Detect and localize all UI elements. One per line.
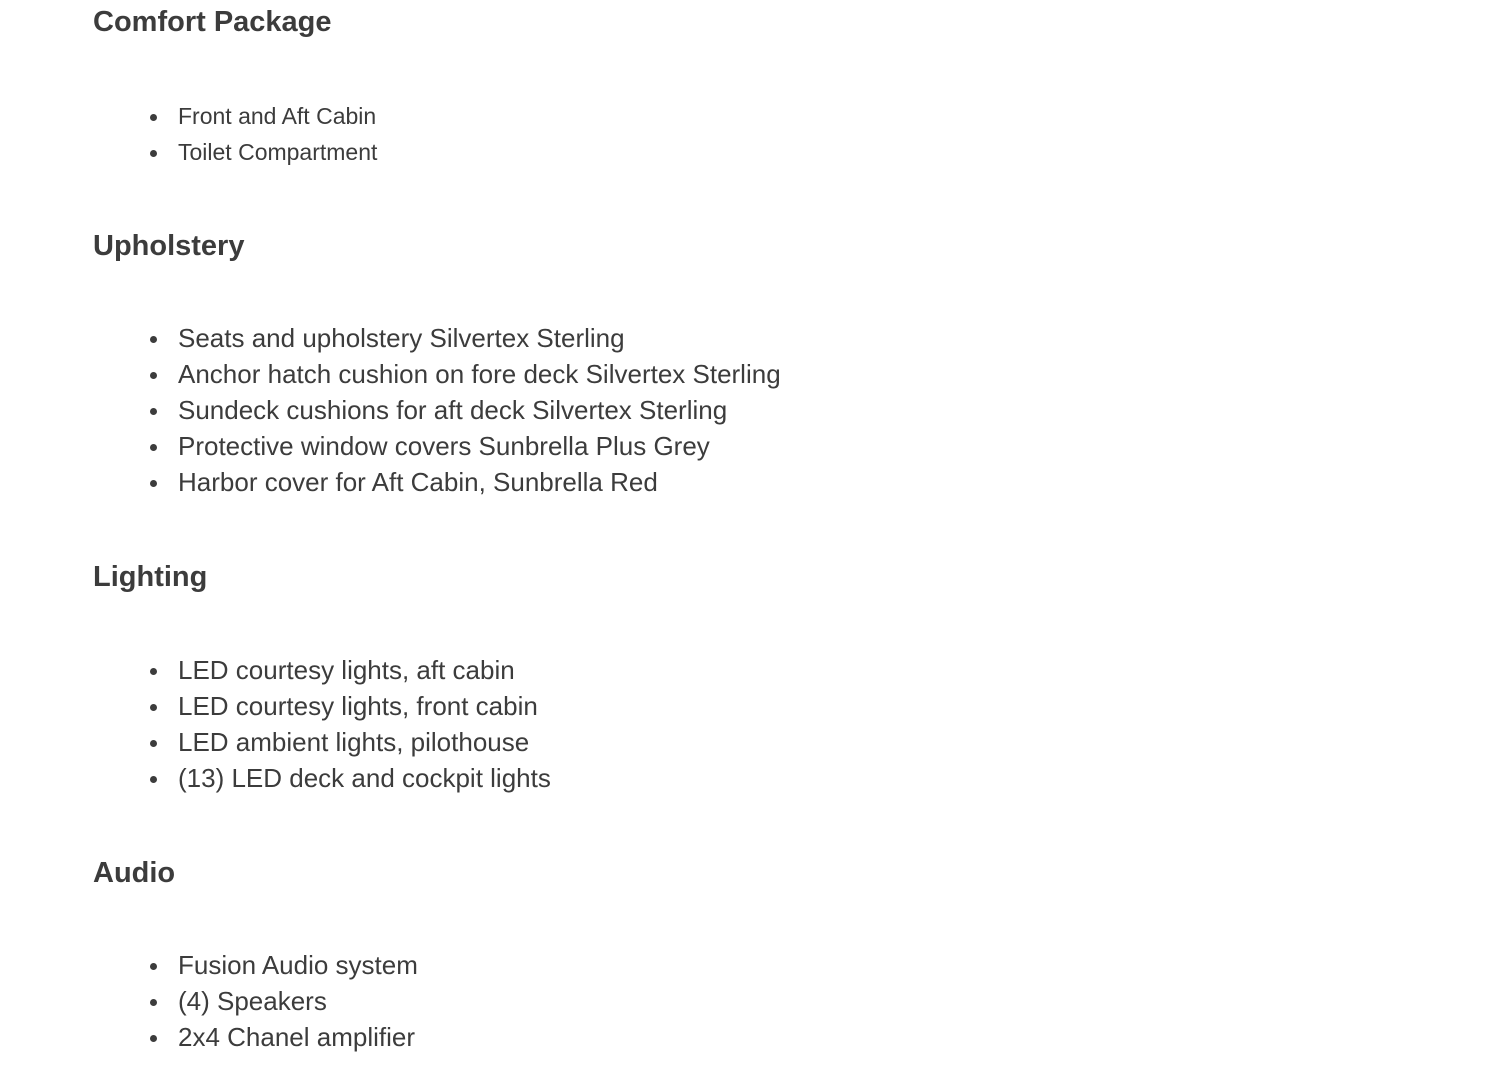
list-item — [93, 428, 781, 464]
item-list — [93, 947, 418, 1055]
list-item — [93, 320, 781, 356]
list-item — [93, 724, 551, 760]
list-item-text: Toilet Compartment — [178, 139, 378, 165]
list-item-text: Fusion Audio system — [178, 950, 418, 980]
section-title: Lighting — [93, 561, 208, 593]
bullet-icon — [150, 963, 157, 970]
list-item-text: Front and Aft Cabin — [178, 103, 377, 129]
bullet-icon — [150, 336, 157, 343]
bullet-icon — [150, 704, 157, 711]
list-item — [93, 760, 551, 796]
section-upholstery — [93, 224, 1473, 497]
section-lighting — [93, 555, 1473, 793]
list-item — [93, 356, 781, 392]
list-item-text: (13) LED deck and cockpit lights — [178, 763, 551, 793]
section-title: Upholstery — [93, 230, 245, 262]
section-audio — [93, 851, 1473, 1052]
list-item-text: LED courtesy lights, front cabin — [178, 691, 538, 721]
bullet-icon — [150, 668, 157, 675]
bullet-icon — [150, 372, 157, 379]
bullet-icon — [150, 480, 157, 487]
list-item — [93, 134, 377, 170]
list-item — [93, 688, 551, 724]
bullet-icon — [150, 150, 157, 157]
list-item-text: 2x4 Chanel amplifier — [178, 1022, 416, 1052]
list-item — [93, 392, 781, 428]
bullet-icon — [150, 114, 157, 121]
bullet-icon — [150, 1035, 157, 1042]
section-comfort-package — [93, 0, 1473, 165]
bullet-icon — [150, 999, 157, 1006]
list-item-text: (4) Speakers — [178, 986, 327, 1016]
section-title: Comfort Package — [93, 6, 332, 38]
list-item — [93, 947, 418, 983]
list-item — [93, 1019, 418, 1055]
list-item-text: Anchor hatch cushion on fore deck Silvertex Sterling — [178, 359, 781, 389]
list-item — [93, 652, 551, 688]
item-list — [93, 98, 377, 170]
list-item — [93, 98, 377, 134]
list-item-text: Protective window covers Sunbrella Plus Grey — [178, 431, 710, 461]
list-item-text: LED ambient lights, pilothouse — [178, 727, 530, 757]
list-item — [93, 983, 418, 1019]
list-item-text: Seats and upholstery Silvertex Sterling — [178, 323, 625, 353]
list-item-text: Sundeck cushions for aft deck Silvertex Sterling — [178, 395, 728, 425]
bullet-icon — [150, 740, 157, 747]
bullet-icon — [150, 776, 157, 783]
list-item-text: Harbor cover for Aft Cabin, Sunbrella Red — [178, 467, 658, 497]
item-list — [93, 320, 781, 500]
section-title: Audio — [93, 857, 176, 889]
item-list — [93, 652, 551, 796]
bullet-icon — [150, 444, 157, 451]
list-item — [93, 464, 781, 500]
bullet-icon — [150, 408, 157, 415]
list-item-text: LED courtesy lights, aft cabin — [178, 655, 515, 685]
